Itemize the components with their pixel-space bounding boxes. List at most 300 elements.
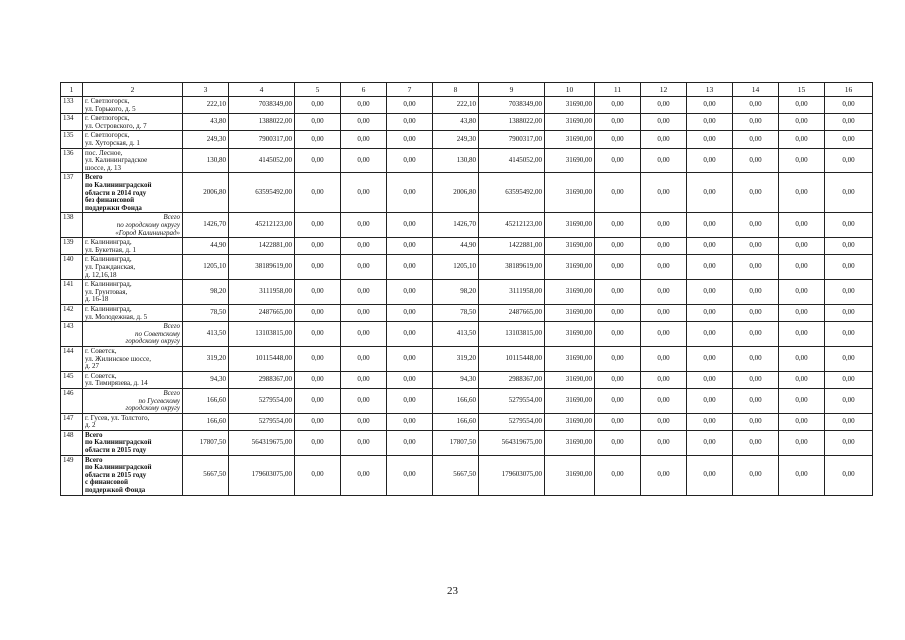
- table-header-row: [61, 83, 873, 97]
- cell-c11: 0,00: [595, 173, 641, 213]
- row-name-line: г. Советск,: [85, 371, 117, 380]
- cell-c3: 94,30: [183, 371, 229, 388]
- cell-c15: 0,00: [779, 114, 825, 131]
- cell-c16: 0,00: [825, 148, 873, 173]
- cell-c7: 0,00: [387, 173, 433, 213]
- cell-c4: 3111958,00: [229, 280, 295, 305]
- cell-c16: 0,00: [825, 455, 873, 495]
- row-name-line: г. Калининград,: [85, 255, 132, 264]
- column-header: 16: [825, 83, 873, 97]
- cell-c15: 0,00: [779, 280, 825, 305]
- cell-c11: 0,00: [595, 255, 641, 280]
- cell-c10: 31690,00: [545, 388, 595, 413]
- cell-c16: 0,00: [825, 173, 873, 213]
- cell-c16: 0,00: [825, 238, 873, 255]
- cell-c10: 31690,00: [545, 322, 595, 347]
- cell-c5: 0,00: [295, 173, 341, 213]
- row-name: [83, 322, 183, 347]
- cell-c16: 0,00: [825, 131, 873, 148]
- cell-c9: 5279554,00: [479, 413, 545, 430]
- cell-c10: 31690,00: [545, 455, 595, 495]
- cell-c7: 0,00: [387, 430, 433, 455]
- cell-c9: 4145052,00: [479, 148, 545, 173]
- row-name-line: ул. Островского, д. 7: [85, 121, 147, 130]
- row-name: [83, 304, 183, 321]
- row-name-line: д. 16-18: [85, 295, 109, 304]
- cell-c10: 31690,00: [545, 97, 595, 114]
- row-name-line: области в 2015 году: [85, 470, 147, 479]
- row-name-line: ул. Жилинское шоссе,: [85, 354, 152, 363]
- cell-c13: 0,00: [687, 455, 733, 495]
- row-name: [83, 455, 183, 495]
- cell-c9: 38189619,00: [479, 255, 545, 280]
- row-name-line: по городскому округу: [116, 220, 180, 229]
- cell-c3: 166,60: [183, 388, 229, 413]
- cell-c15: 0,00: [779, 371, 825, 388]
- cell-c7: 0,00: [387, 255, 433, 280]
- cell-c12: 0,00: [641, 97, 687, 114]
- column-header: 4: [229, 83, 295, 97]
- cell-c9: 63595492,00: [479, 173, 545, 213]
- cell-c11: 0,00: [595, 430, 641, 455]
- cell-c8: 130,80: [433, 148, 479, 173]
- cell-c16: 0,00: [825, 388, 873, 413]
- cell-c8: 166,60: [433, 388, 479, 413]
- cell-c14: 0,00: [733, 371, 779, 388]
- cell-c6: 0,00: [341, 213, 387, 238]
- cell-c10: 31690,00: [545, 430, 595, 455]
- cell-c9: 45212123,00: [479, 213, 545, 238]
- row-name-line: ул. Грунтовая,: [85, 287, 128, 296]
- cell-c13: 0,00: [687, 148, 733, 173]
- table-row: [61, 430, 873, 455]
- cell-c4: 2988367,00: [229, 371, 295, 388]
- cell-c4: 38189619,00: [229, 255, 295, 280]
- cell-c11: 0,00: [595, 413, 641, 430]
- cell-c5: 0,00: [295, 148, 341, 173]
- cell-c9: 13103815,00: [479, 322, 545, 347]
- row-number: 144: [61, 346, 83, 371]
- row-name-line: г. Калининград,: [85, 304, 132, 313]
- row-name-line: Всего: [163, 388, 180, 397]
- cell-c11: 0,00: [595, 304, 641, 321]
- cell-c12: 0,00: [641, 173, 687, 213]
- cell-c7: 0,00: [387, 346, 433, 371]
- cell-c12: 0,00: [641, 371, 687, 388]
- cell-c8: 44,90: [433, 238, 479, 255]
- cell-c16: 0,00: [825, 97, 873, 114]
- cell-c13: 0,00: [687, 131, 733, 148]
- cell-c5: 0,00: [295, 255, 341, 280]
- cell-c12: 0,00: [641, 430, 687, 455]
- cell-c10: 31690,00: [545, 346, 595, 371]
- row-name-line: городскому округу: [125, 404, 180, 413]
- cell-c10: 31690,00: [545, 304, 595, 321]
- cell-c12: 0,00: [641, 148, 687, 173]
- cell-c8: 98,20: [433, 280, 479, 305]
- row-name-line: ул. Хуторская, д. 1: [85, 138, 140, 147]
- row-number: 145: [61, 371, 83, 388]
- cell-c3: 319,20: [183, 346, 229, 371]
- cell-c3: 413,50: [183, 322, 229, 347]
- table-row: [61, 322, 873, 347]
- cell-c4: 10115448,00: [229, 346, 295, 371]
- cell-c3: 1205,10: [183, 255, 229, 280]
- cell-c8: 249,30: [433, 131, 479, 148]
- row-name: [83, 430, 183, 455]
- cell-c7: 0,00: [387, 238, 433, 255]
- cell-c9: 1422881,00: [479, 238, 545, 255]
- cell-c14: 0,00: [733, 430, 779, 455]
- cell-c3: 222,10: [183, 97, 229, 114]
- row-name-line: поддержкой Фонда: [85, 486, 146, 495]
- cell-c7: 0,00: [387, 213, 433, 238]
- row-name: [83, 371, 183, 388]
- cell-c11: 0,00: [595, 97, 641, 114]
- cell-c5: 0,00: [295, 238, 341, 255]
- cell-c4: 564319675,00: [229, 430, 295, 455]
- row-name-line: ул. Молодежная, д. 5: [85, 312, 148, 321]
- cell-c14: 0,00: [733, 255, 779, 280]
- row-name-line: г. Светлогорск,: [85, 114, 130, 123]
- cell-c6: 0,00: [341, 455, 387, 495]
- row-name-line: без финансовой: [85, 196, 135, 205]
- cell-c13: 0,00: [687, 346, 733, 371]
- cell-c15: 0,00: [779, 255, 825, 280]
- cell-c11: 0,00: [595, 388, 641, 413]
- row-name-line: г. Светлогорск,: [85, 97, 130, 105]
- cell-c9: 7900317,00: [479, 131, 545, 148]
- table-row: [61, 238, 873, 255]
- cell-c7: 0,00: [387, 114, 433, 131]
- cell-c6: 0,00: [341, 255, 387, 280]
- cell-c15: 0,00: [779, 455, 825, 495]
- cell-c11: 0,00: [595, 213, 641, 238]
- cell-c10: 31690,00: [545, 280, 595, 305]
- row-number: 133: [61, 97, 83, 114]
- cell-c7: 0,00: [387, 131, 433, 148]
- row-name-line: д. 12,16,18: [85, 270, 117, 279]
- cell-c3: 130,80: [183, 148, 229, 173]
- cell-c8: 222,10: [433, 97, 479, 114]
- cell-c13: 0,00: [687, 388, 733, 413]
- cell-c14: 0,00: [733, 97, 779, 114]
- cell-c16: 0,00: [825, 430, 873, 455]
- row-name: [83, 280, 183, 305]
- column-header: 1: [61, 83, 83, 97]
- cell-c4: 5279554,00: [229, 388, 295, 413]
- row-name-line: поддержки Фонда: [85, 203, 142, 212]
- cell-c8: 43,80: [433, 114, 479, 131]
- table-row: [61, 173, 873, 213]
- cell-c11: 0,00: [595, 114, 641, 131]
- cell-c15: 0,00: [779, 238, 825, 255]
- row-name-line: г. Калининград,: [85, 238, 132, 247]
- cell-c5: 0,00: [295, 97, 341, 114]
- cell-c7: 0,00: [387, 304, 433, 321]
- cell-c13: 0,00: [687, 114, 733, 131]
- cell-c4: 1388022,00: [229, 114, 295, 131]
- row-name-line: по Советскому: [135, 329, 180, 338]
- cell-c16: 0,00: [825, 114, 873, 131]
- cell-c4: 5279554,00: [229, 413, 295, 430]
- cell-c12: 0,00: [641, 114, 687, 131]
- cell-c3: 1426,70: [183, 213, 229, 238]
- cell-c9: 1388022,00: [479, 114, 545, 131]
- cell-c5: 0,00: [295, 371, 341, 388]
- cell-c3: 166,60: [183, 413, 229, 430]
- page-number: 23: [447, 585, 458, 597]
- cell-c7: 0,00: [387, 455, 433, 495]
- cell-c5: 0,00: [295, 114, 341, 131]
- table-row: [61, 346, 873, 371]
- cell-c4: 1422881,00: [229, 238, 295, 255]
- cell-c4: 7900317,00: [229, 131, 295, 148]
- row-name-line: д. 27: [85, 362, 100, 371]
- row-name-line: ул. Букетная, д. 1: [85, 245, 137, 254]
- cell-c16: 0,00: [825, 346, 873, 371]
- column-header: 7: [387, 83, 433, 97]
- row-name-line: Всего: [163, 213, 180, 222]
- cell-c4: 7038349,00: [229, 97, 295, 114]
- cell-c8: 5667,50: [433, 455, 479, 495]
- cell-c6: 0,00: [341, 238, 387, 255]
- cell-c16: 0,00: [825, 413, 873, 430]
- cell-c16: 0,00: [825, 255, 873, 280]
- cell-c9: 179603075,00: [479, 455, 545, 495]
- row-number: 146: [61, 388, 83, 413]
- cell-c14: 0,00: [733, 213, 779, 238]
- cell-c3: 43,80: [183, 114, 229, 131]
- cell-c12: 0,00: [641, 322, 687, 347]
- cell-c8: 1426,70: [433, 213, 479, 238]
- cell-c10: 31690,00: [545, 238, 595, 255]
- cell-c15: 0,00: [779, 131, 825, 148]
- cell-c9: 2988367,00: [479, 371, 545, 388]
- cell-c4: 63595492,00: [229, 173, 295, 213]
- row-name-line: ул. Гражданская,: [85, 262, 136, 271]
- cell-c5: 0,00: [295, 388, 341, 413]
- row-name-line: ул. Горького, д. 5: [85, 104, 136, 113]
- cell-c7: 0,00: [387, 97, 433, 114]
- row-name-line: городскому округу: [125, 337, 180, 346]
- cell-c14: 0,00: [733, 413, 779, 430]
- table-row: [61, 255, 873, 280]
- cell-c12: 0,00: [641, 255, 687, 280]
- cell-c14: 0,00: [733, 322, 779, 347]
- row-name-line: по Гусевскому: [138, 396, 180, 405]
- cell-c4: 45212123,00: [229, 213, 295, 238]
- cell-c5: 0,00: [295, 280, 341, 305]
- cell-c8: 166,60: [433, 413, 479, 430]
- table-row: [61, 280, 873, 305]
- row-name-line: ул. Калининградское: [85, 156, 148, 165]
- cell-c7: 0,00: [387, 148, 433, 173]
- cell-c12: 0,00: [641, 346, 687, 371]
- cell-c12: 0,00: [641, 280, 687, 305]
- row-number: 143: [61, 322, 83, 347]
- cell-c10: 31690,00: [545, 148, 595, 173]
- cell-c6: 0,00: [341, 114, 387, 131]
- cell-c8: 94,30: [433, 371, 479, 388]
- cell-c15: 0,00: [779, 346, 825, 371]
- cell-c10: 31690,00: [545, 173, 595, 213]
- table-row: [61, 455, 873, 495]
- row-name-line: г. Светлогорск,: [85, 131, 130, 140]
- cell-c11: 0,00: [595, 131, 641, 148]
- column-header: 12: [641, 83, 687, 97]
- cell-c15: 0,00: [779, 322, 825, 347]
- cell-c5: 0,00: [295, 131, 341, 148]
- row-name-line: по Калининградской: [85, 438, 152, 447]
- cell-c13: 0,00: [687, 371, 733, 388]
- cell-c3: 44,90: [183, 238, 229, 255]
- cell-c8: 17807,50: [433, 430, 479, 455]
- cell-c7: 0,00: [387, 413, 433, 430]
- row-name: [83, 238, 183, 255]
- cell-c3: 78,50: [183, 304, 229, 321]
- column-header: 9: [479, 83, 545, 97]
- cell-c12: 0,00: [641, 413, 687, 430]
- column-header: 6: [341, 83, 387, 97]
- cell-c8: 2006,80: [433, 173, 479, 213]
- table-row: [61, 371, 873, 388]
- cell-c6: 0,00: [341, 371, 387, 388]
- cell-c15: 0,00: [779, 413, 825, 430]
- cell-c15: 0,00: [779, 430, 825, 455]
- cell-c3: 249,30: [183, 131, 229, 148]
- row-name: [83, 114, 183, 131]
- cell-c9: 7038349,00: [479, 97, 545, 114]
- table-row: [61, 413, 873, 430]
- row-name-line: пос. Лесное,: [85, 148, 123, 157]
- cell-c10: 31690,00: [545, 255, 595, 280]
- cell-c6: 0,00: [341, 346, 387, 371]
- column-header: 14: [733, 83, 779, 97]
- cell-c6: 0,00: [341, 97, 387, 114]
- cell-c8: 319,20: [433, 346, 479, 371]
- row-name-line: г. Калининград,: [85, 280, 132, 289]
- row-name-line: г. Советск,: [85, 346, 117, 355]
- cell-c6: 0,00: [341, 173, 387, 213]
- row-number: 135: [61, 131, 83, 148]
- row-name-line: Всего: [163, 322, 180, 331]
- cell-c14: 0,00: [733, 304, 779, 321]
- cell-c13: 0,00: [687, 238, 733, 255]
- table-body: [61, 97, 873, 496]
- cell-c5: 0,00: [295, 213, 341, 238]
- cell-c6: 0,00: [341, 322, 387, 347]
- cell-c6: 0,00: [341, 131, 387, 148]
- row-number: 140: [61, 255, 83, 280]
- cell-c13: 0,00: [687, 173, 733, 213]
- column-header: 3: [183, 83, 229, 97]
- column-header: 11: [595, 83, 641, 97]
- row-name: [83, 388, 183, 413]
- cell-c11: 0,00: [595, 322, 641, 347]
- cell-c16: 0,00: [825, 304, 873, 321]
- row-number: 147: [61, 413, 83, 430]
- table-row: [61, 304, 873, 321]
- cell-c13: 0,00: [687, 304, 733, 321]
- cell-c4: 2487665,00: [229, 304, 295, 321]
- column-header: 8: [433, 83, 479, 97]
- row-name-line: по Калининградской: [85, 463, 152, 472]
- cell-c10: 31690,00: [545, 413, 595, 430]
- cell-c12: 0,00: [641, 304, 687, 321]
- cell-c6: 0,00: [341, 148, 387, 173]
- table-row: [61, 148, 873, 173]
- row-name-line: области в 2015 году: [85, 446, 147, 455]
- cell-c14: 0,00: [733, 280, 779, 305]
- row-name-line: «Город Калининград»: [115, 228, 180, 237]
- cell-c13: 0,00: [687, 255, 733, 280]
- cell-c11: 0,00: [595, 371, 641, 388]
- cell-c13: 0,00: [687, 97, 733, 114]
- cell-c3: 5667,50: [183, 455, 229, 495]
- cell-c8: 1205,10: [433, 255, 479, 280]
- cell-c14: 0,00: [733, 173, 779, 213]
- housing-repair-table: [60, 82, 873, 496]
- cell-c12: 0,00: [641, 131, 687, 148]
- cell-c12: 0,00: [641, 213, 687, 238]
- cell-c15: 0,00: [779, 97, 825, 114]
- cell-c9: 2487665,00: [479, 304, 545, 321]
- row-name-line: г. Гусев, ул. Толстого,: [85, 413, 150, 422]
- column-header: 10: [545, 83, 595, 97]
- cell-c13: 0,00: [687, 213, 733, 238]
- cell-c5: 0,00: [295, 430, 341, 455]
- cell-c6: 0,00: [341, 430, 387, 455]
- row-number: 141: [61, 280, 83, 305]
- table-row: [61, 131, 873, 148]
- cell-c8: 413,50: [433, 322, 479, 347]
- cell-c13: 0,00: [687, 430, 733, 455]
- row-number: 137: [61, 173, 83, 213]
- cell-c10: 31690,00: [545, 114, 595, 131]
- cell-c3: 2006,80: [183, 173, 229, 213]
- cell-c5: 0,00: [295, 455, 341, 495]
- row-number: 148: [61, 430, 83, 455]
- cell-c13: 0,00: [687, 413, 733, 430]
- cell-c15: 0,00: [779, 148, 825, 173]
- cell-c12: 0,00: [641, 238, 687, 255]
- table-row: [61, 213, 873, 238]
- cell-c4: 13103815,00: [229, 322, 295, 347]
- cell-c6: 0,00: [341, 304, 387, 321]
- row-name-line: Всего: [85, 173, 103, 182]
- cell-c16: 0,00: [825, 322, 873, 347]
- cell-c16: 0,00: [825, 213, 873, 238]
- row-number: 142: [61, 304, 83, 321]
- row-number: 138: [61, 213, 83, 238]
- cell-c5: 0,00: [295, 346, 341, 371]
- row-number: 139: [61, 238, 83, 255]
- row-name-line: ул. Тимирязева, д. 14: [85, 379, 148, 388]
- row-name: [83, 131, 183, 148]
- cell-c14: 0,00: [733, 114, 779, 131]
- row-name-line: с финансовой: [85, 478, 128, 487]
- row-name: [83, 173, 183, 213]
- cell-c15: 0,00: [779, 173, 825, 213]
- row-number: 136: [61, 148, 83, 173]
- cell-c7: 0,00: [387, 280, 433, 305]
- row-name: [83, 213, 183, 238]
- cell-c3: 17807,50: [183, 430, 229, 455]
- cell-c11: 0,00: [595, 238, 641, 255]
- cell-c8: 78,50: [433, 304, 479, 321]
- table-row: [61, 114, 873, 131]
